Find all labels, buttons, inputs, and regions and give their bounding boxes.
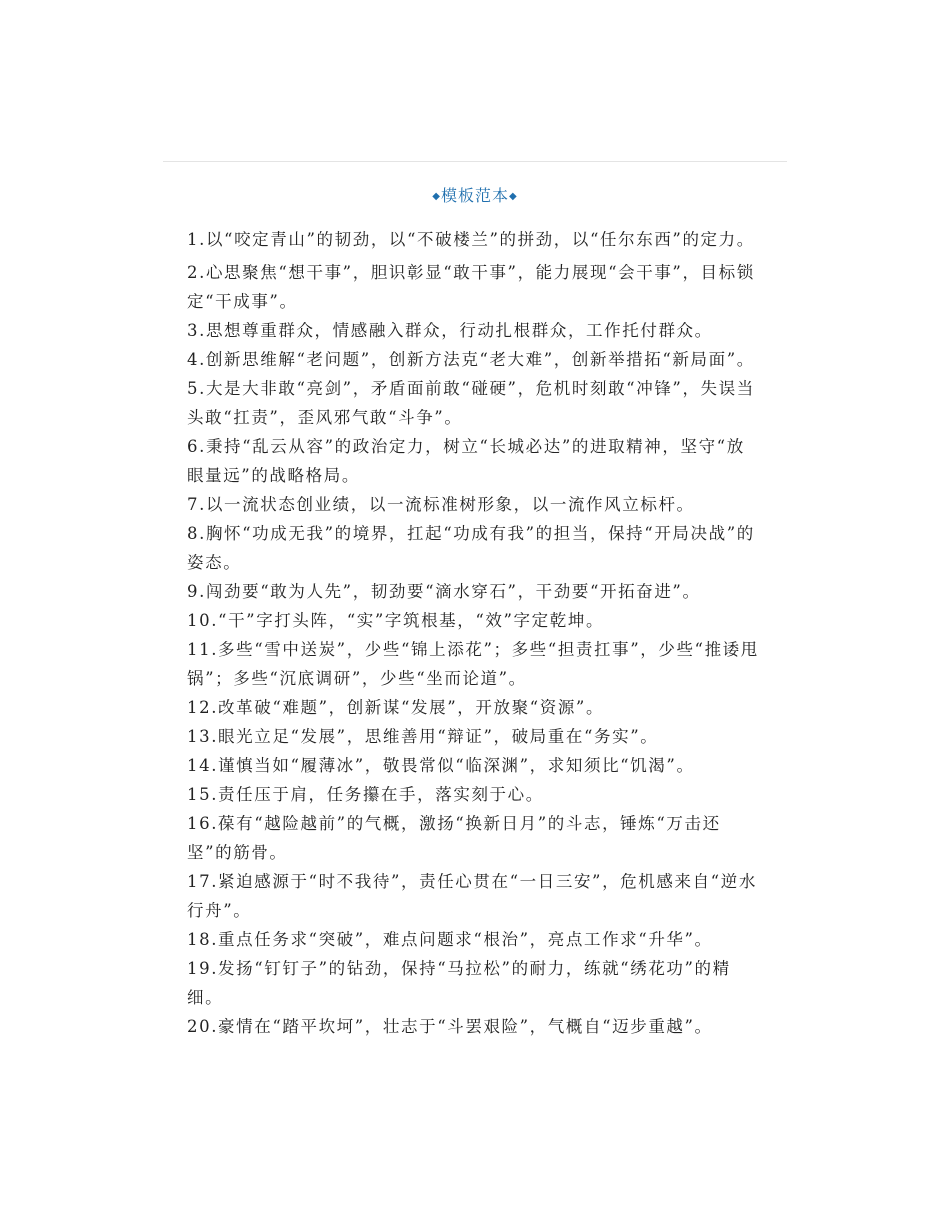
phrase-list: [187, 222, 759, 1041]
list-item: 18.重点任务求“突破”，难点问题求“根治”，亮点工作求“升华”。: [187, 930, 713, 949]
list-item: 16.葆有“越险越前”的气概，激扬“换新日月”的斗志，锤炼“万击还坚”的筋骨。: [187, 814, 721, 862]
list-item: 11.多些“雪中送炭”，少些“锦上添花”；多些“担责扛事”，少些“推诿甩锅”；多些“沉底调研”，少些“坐而论道”。: [187, 640, 759, 688]
list-item: 10.“干”字打头阵，“实”字筑根基，“效”字定乾坤。: [187, 611, 605, 630]
list-item: 4.创新思维解“老问题”，创新方法克“老大难”，创新举措拓“新局面”。: [187, 350, 755, 369]
list-item: 12.改革破“难题”，创新谋“发展”，开放聚“资源”。: [187, 698, 605, 717]
diamond-right-icon: ◆: [509, 191, 518, 202]
list-item: 2.心思聚焦“想干事”，胆识彰显“敢干事”，能力展现“会干事”，目标锁定“干成事”。: [187, 263, 755, 311]
list-item: 14.谨慎当如“履薄冰”，敬畏常似“临深渊”，求知须比“饥渴”。: [187, 756, 695, 775]
list-item: 6.秉持“乱云从容”的政治定力，树立“长城必达”的进取精神，坚守“放眼量远”的战略格局。: [187, 437, 745, 485]
list-item: 19.发扬“钉钉子”的钻劲，保持“马拉松”的耐力，练就“绣花功”的精细。: [187, 959, 731, 1007]
list-item: 20.豪情在“踏平坎坷”，壮志于“斗罢艰险”，气概自“迈步重越”。: [187, 1017, 713, 1036]
list-item: 15.责任压于肩，任务攥在手，落实刻于心。: [187, 785, 544, 804]
section-title: 模板范本: [440, 186, 509, 205]
list-item: 9.闯劲要“敢为人先”，韧劲要“滴水穿石”，干劲要“开拓奋进”。: [187, 582, 701, 601]
section-heading: [163, 183, 787, 210]
list-item: 13.眼光立足“发展”，思维善用“辩证”，破局重在“务实”。: [187, 727, 659, 746]
list-item: 1.以“咬定青山”的韧劲，以“不破楼兰”的拼劲，以“任尔东西”的定力。: [187, 230, 755, 249]
list-item: 8.胸怀“功成无我”的境界，扛起“功成有我”的担当，保持“开局决战”的姿态。: [187, 524, 755, 572]
list-item: 5.大是大非敢“亮剑”，矛盾面前敢“碰硬”，危机时刻敢“冲锋”，失误当头敢“扛责”，歪风邪气敢“斗争”。: [187, 379, 755, 427]
list-item: 17.紧迫感源于“时不我待”，责任心贯在“一日三安”，危机感来自“逆水行舟”。: [187, 872, 757, 920]
list-item: 3.思想尊重群众，情感融入群众，行动扎根群众，工作托付群众。: [187, 321, 713, 340]
header-divider: [163, 161, 787, 162]
diamond-left-icon: ◆: [432, 191, 441, 202]
list-item: 7.以一流状态创业绩，以一流标准树形象，以一流作风立标杆。: [187, 495, 695, 514]
